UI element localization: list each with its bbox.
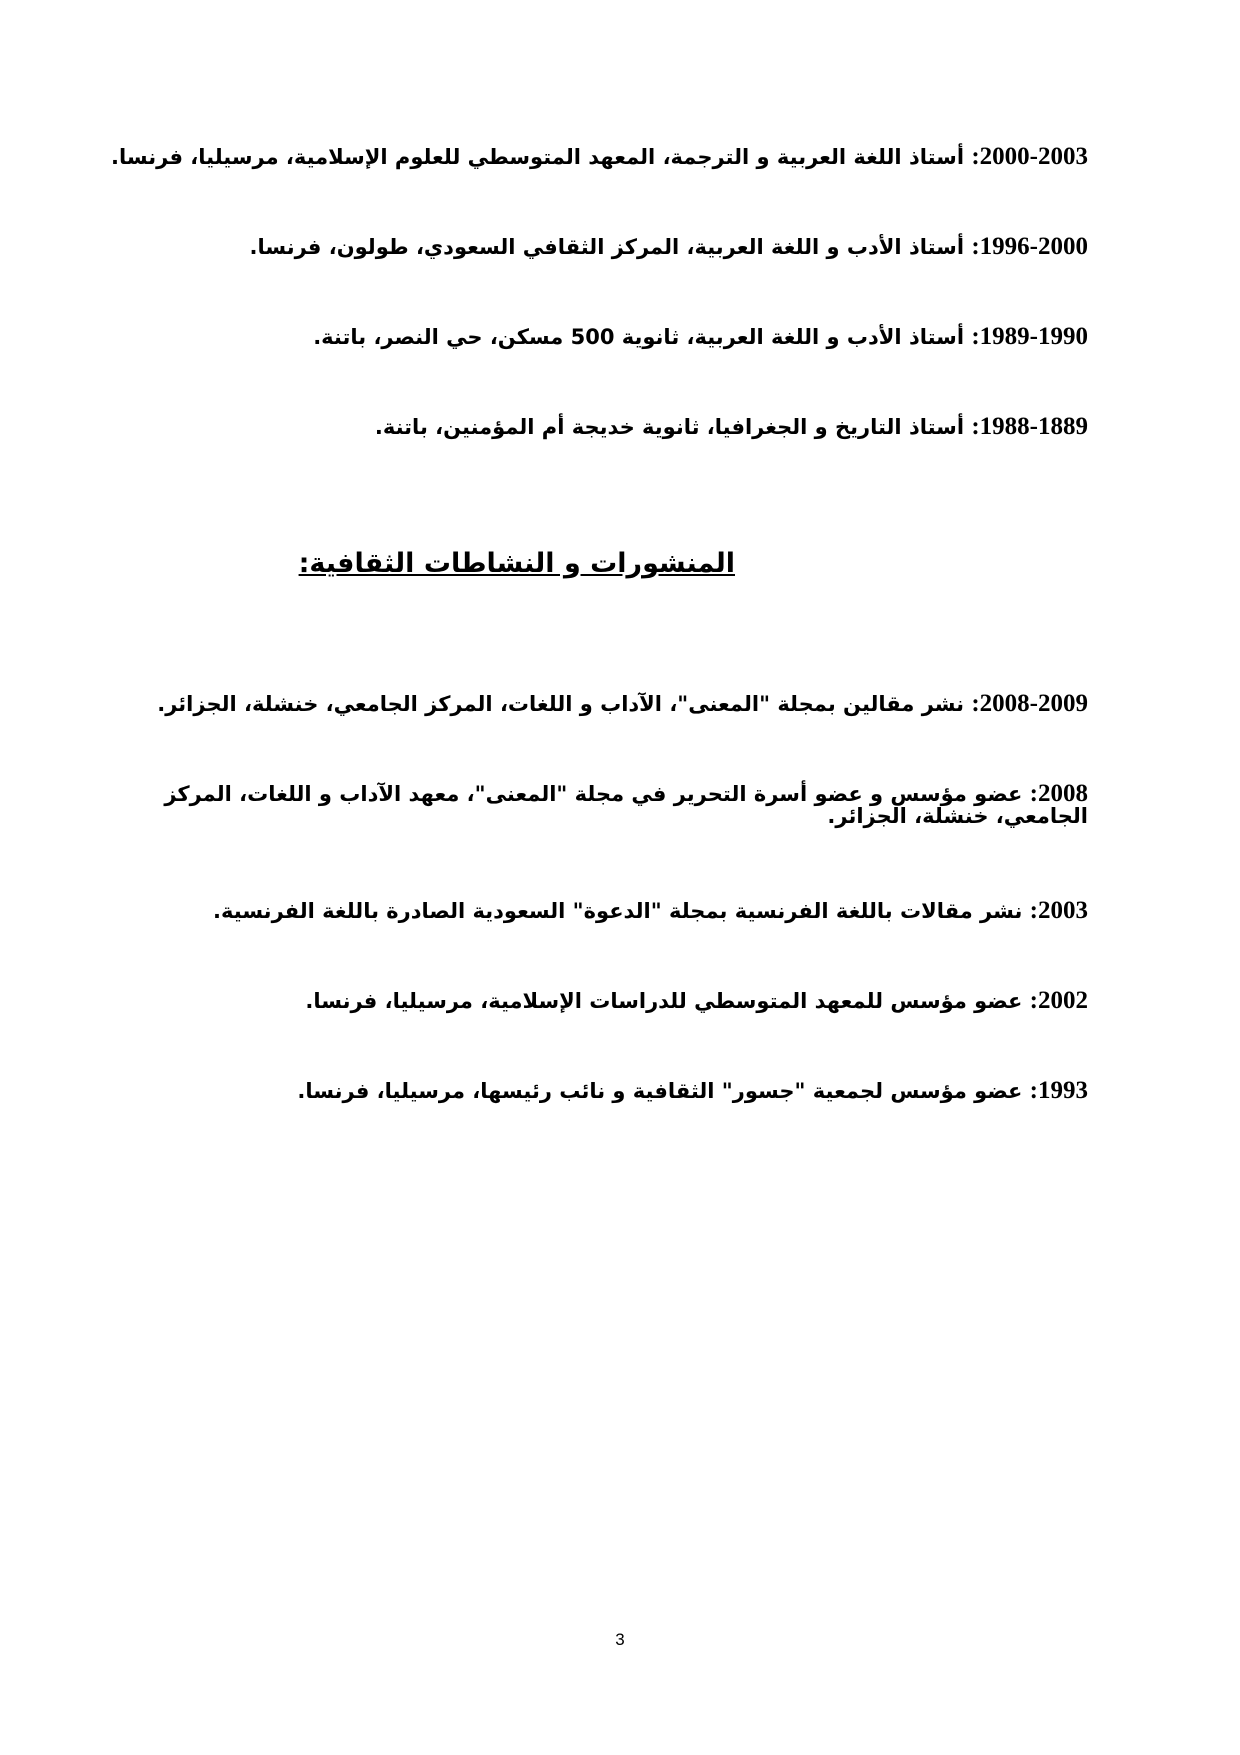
entry-years: 1989-1990	[979, 323, 1088, 350]
section-heading: المنشورات و النشاطات الثقافية:	[298, 548, 735, 579]
entry-years: 2008	[1038, 780, 1088, 807]
entry-separator: :	[971, 323, 980, 350]
entry-years: 2003	[1038, 897, 1088, 924]
entry-separator: :	[971, 690, 980, 717]
entry-separator: :	[971, 413, 980, 440]
entry-text: أستاذ اللغة العربية و الترجمة، المعهد المتوسطي للعلوم الإسلامية، مرسيليا، فرنسا.	[111, 145, 965, 169]
entry-separator: :	[1029, 780, 1038, 807]
entry-separator: :	[1029, 897, 1038, 924]
entry-separator: :	[1029, 987, 1038, 1014]
entry-years: 1988-1889	[979, 413, 1088, 440]
entry-text: نشر مقالات باللغة الفرنسية بمجلة "الدعوة" السعودية الصادرة باللغة الفرنسية.	[213, 899, 1023, 923]
teaching-entry	[249, 233, 1089, 260]
entry-years: 1996-2000	[979, 233, 1088, 260]
entry-text: عضو مؤسس و عضو أسرة التحرير في مجلة "المعنى"، معهد الآداب و اللغات، المركز الجامعي، خنشلة، الجزائر.	[164, 782, 1088, 828]
entry-separator: :	[971, 143, 980, 170]
entry-years: 2008-2009	[979, 690, 1088, 717]
entry-years: 2000-2003	[979, 143, 1088, 170]
teaching-entry	[313, 323, 1088, 350]
entry-text: عضو مؤسس للمعهد المتوسطي للدراسات الإسلامية، مرسيليا، فرنسا.	[305, 989, 1023, 1013]
entry-text: عضو مؤسس لجمعية "جسور" الثقافية و نائب رئيسها، مرسيليا، فرنسا.	[297, 1079, 1023, 1103]
publication-entry	[305, 987, 1088, 1014]
entry-separator: :	[1029, 1077, 1038, 1104]
publication-entry	[213, 897, 1088, 924]
entry-text: أستاذ الأدب و اللغة العربية، ثانوية 500 مسكن، حي النصر، باتنة.	[313, 325, 965, 349]
entry-separator: :	[971, 233, 980, 260]
entry-text: نشر مقالين بمجلة "المعنى"، الآداب و اللغات، المركز الجامعي، خنشلة، الجزائر.	[157, 692, 965, 716]
entry-text: أستاذ التاريخ و الجغرافيا، ثانوية خديجة أم المؤمنين، باتنة.	[374, 415, 965, 439]
teaching-entry	[111, 143, 1088, 170]
page-number: 3	[615, 1630, 625, 1649]
entry-text: أستاذ الأدب و اللغة العربية، المركز الثقافي السعودي، طولون، فرنسا.	[249, 235, 965, 259]
publication-entry	[108, 780, 1088, 828]
publication-entry	[157, 690, 1088, 717]
entry-years: 2002	[1038, 987, 1088, 1014]
entry-years: 1993	[1038, 1077, 1088, 1104]
teaching-entry	[374, 413, 1088, 440]
publication-entry	[297, 1077, 1088, 1104]
